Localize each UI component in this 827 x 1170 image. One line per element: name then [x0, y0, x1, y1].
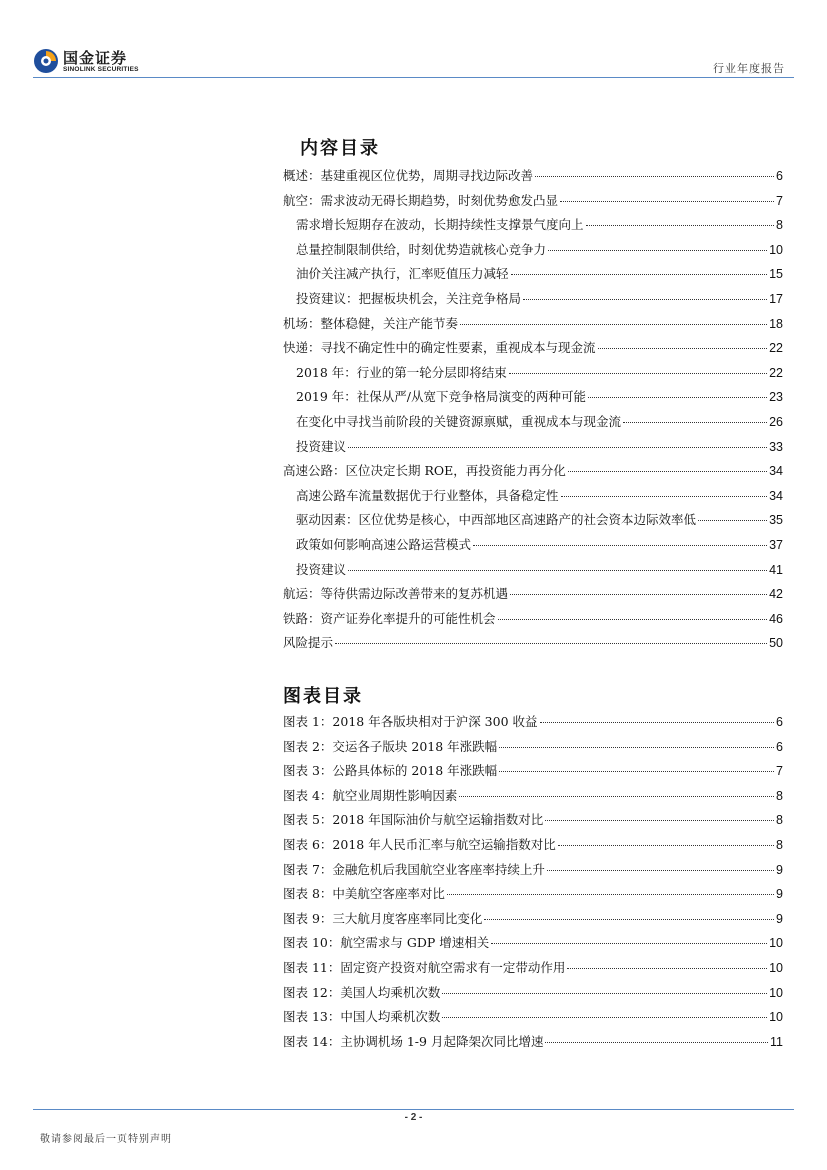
figure-entry-label[interactable]: 图表 1：2018 年各版块相对于沪深 300 收益: [283, 714, 538, 729]
dot-leader: [460, 324, 767, 325]
figure-entry-page[interactable]: 6: [776, 715, 783, 729]
toc-entry[interactable]: [283, 535, 783, 560]
figure-entry-label[interactable]: 图表 9：三大航月度客座率同比变化: [283, 910, 483, 926]
toc-entry-page[interactable]: 18: [769, 316, 783, 331]
toc-entry-page[interactable]: 46: [769, 611, 783, 626]
figure-entry-label[interactable]: 图表 7：金融危机后我国航空业客座率持续上升: [283, 861, 545, 877]
dot-leader: [498, 619, 768, 620]
dot-leader: [473, 545, 767, 546]
figure-entry-label[interactable]: 图表 13：中国人均乘机次数: [283, 1009, 441, 1025]
toc-entry[interactable]: [283, 609, 783, 634]
toc-entry-page[interactable]: 6: [776, 169, 783, 183]
page-header: [0, 0, 827, 80]
toc-entry-label[interactable]: 油价关注减产执行，汇率贬值压力减轻: [296, 266, 509, 282]
figure-entry-page[interactable]: 9: [776, 862, 783, 877]
toc-entry-page[interactable]: 34: [769, 488, 783, 503]
toc-entry[interactable]: [283, 264, 783, 289]
toc-entry[interactable]: [283, 363, 783, 388]
figure-entry[interactable]: [283, 958, 783, 983]
dot-leader: [348, 570, 767, 571]
dot-leader: [698, 520, 767, 521]
toc-entry[interactable]: [283, 412, 783, 437]
figure-entry-label[interactable]: 图表 5：2018 年国际油价与航空运输指数对比: [283, 812, 544, 828]
figure-entry[interactable]: [283, 1032, 783, 1057]
figure-entry-label[interactable]: 图表 4：航空业周期性影响因素: [283, 787, 458, 803]
dot-leader: [586, 225, 775, 226]
toc-entry-page[interactable]: 41: [769, 562, 783, 577]
toc-entry-label[interactable]: 需求增长短期存在波动，长期持续性支撑景气度向上: [296, 217, 584, 233]
figure-entry[interactable]: [283, 884, 783, 909]
dot-leader: [348, 447, 767, 448]
logo-chinese-name: 国金证券: [63, 49, 128, 67]
dot-leader: [484, 919, 774, 920]
toc-entry[interactable]: [283, 314, 783, 339]
dot-leader: [442, 993, 767, 994]
dot-leader: [523, 299, 767, 300]
figure-entry[interactable]: [283, 761, 783, 786]
figure-entry-page[interactable]: 10: [769, 985, 783, 1000]
toc-entry-page[interactable]: 23: [769, 390, 783, 405]
toc-entry-page[interactable]: 8: [776, 218, 783, 233]
dot-leader: [499, 771, 774, 772]
figure-entry[interactable]: [283, 786, 783, 811]
figure-entry-label[interactable]: 图表 6：2018 年人民币汇率与航空运输指数对比: [283, 836, 556, 852]
toc-entry-label[interactable]: 总量控制限制供给，时刻优势造就核心竞争力: [296, 241, 547, 257]
toc-entry[interactable]: [283, 191, 783, 216]
figure-entry-label[interactable]: 图表 11：固定资产投资对航空需求有一定带动作用: [283, 959, 566, 975]
toc-entry-label[interactable]: 高速公路：区位决定长期 ROE，再投资能力再分化: [283, 463, 566, 479]
toc-entry-page[interactable]: 22: [769, 341, 783, 356]
toc-entry-page[interactable]: 35: [769, 513, 783, 528]
toc-entry-page[interactable]: 26: [769, 414, 783, 429]
dot-leader: [558, 845, 774, 846]
toc-entry[interactable]: [283, 633, 783, 658]
page-number: - 2 -: [404, 1112, 423, 1123]
toc-entry-page[interactable]: 37: [769, 537, 783, 552]
figure-entry[interactable]: [283, 737, 783, 762]
figure-entry[interactable]: [283, 983, 783, 1008]
toc-entry[interactable]: [283, 215, 783, 240]
toc-entry-page[interactable]: 42: [769, 587, 783, 602]
contents-list: [283, 166, 783, 658]
toc-entry[interactable]: [283, 166, 783, 191]
figure-entry-page[interactable]: 8: [776, 813, 783, 828]
dot-leader: [459, 796, 774, 797]
toc-entry[interactable]: [283, 289, 783, 314]
toc-entry-label[interactable]: 风险提示: [283, 635, 334, 651]
sinolink-logo-icon: [33, 48, 59, 74]
toc-entry-page[interactable]: 15: [769, 267, 783, 282]
company-logo: [33, 46, 153, 76]
toc-entry[interactable]: [283, 461, 783, 486]
toc-entry-label[interactable]: 航运：等待供需边际改善带来的复苏机遇: [283, 586, 509, 602]
dot-leader: [567, 968, 767, 969]
dot-leader: [545, 820, 774, 821]
toc-entry[interactable]: [283, 510, 783, 535]
toc-entry[interactable]: [283, 584, 783, 609]
toc-entry-label[interactable]: 2019 年：社保从严/从宽下竞争格局演变的两种可能: [296, 389, 586, 405]
toc-entry[interactable]: [283, 387, 783, 412]
figure-entry[interactable]: [283, 860, 783, 885]
figures-title: 图表目录: [283, 686, 363, 707]
toc-entry-label[interactable]: 航空：需求波动无碍长期趋势，时刻优势愈发凸显: [283, 192, 559, 208]
figure-entry[interactable]: [283, 909, 783, 934]
figure-entry-label[interactable]: 图表 10：航空需求与 GDP 增速相关: [283, 935, 490, 951]
toc-entry[interactable]: [283, 240, 783, 265]
toc-entry-page[interactable]: 33: [769, 439, 783, 454]
figure-entry-page[interactable]: 10: [769, 960, 783, 975]
dot-leader: [540, 722, 775, 723]
figure-entry-page[interactable]: 8: [776, 788, 783, 803]
contents-title: 内容目录: [300, 138, 380, 159]
figure-entry-page[interactable]: 10: [769, 1010, 783, 1025]
dot-leader: [509, 373, 767, 374]
report-type: 行业年度报告: [713, 62, 785, 75]
figure-entry-label[interactable]: 图表 12：美国人均乘机次数: [283, 984, 441, 1000]
toc-entry-label[interactable]: 概述：基建重视区位优势，周期寻找边际改善: [283, 168, 534, 183]
toc-entry-page[interactable]: 50: [769, 636, 783, 651]
toc-entry-label[interactable]: 投资建议: [296, 438, 347, 454]
figure-entry[interactable]: [283, 933, 783, 958]
toc-entry[interactable]: [283, 486, 783, 511]
dot-leader: [510, 594, 767, 595]
dot-leader: [535, 176, 774, 177]
dot-leader: [561, 496, 768, 497]
toc-entry-label[interactable]: 驱动因素：区位优势是核心，中西部地区高速路产的社会资本边际效率低: [296, 512, 697, 528]
figure-entry[interactable]: [283, 1007, 783, 1032]
dot-leader: [335, 643, 767, 644]
dot-leader: [598, 348, 768, 349]
footer-divider: [33, 1109, 794, 1110]
dot-leader: [560, 201, 774, 202]
dot-leader: [545, 1042, 768, 1043]
dot-leader: [442, 1017, 767, 1018]
toc-entry-label[interactable]: 快递：寻找不确定性中的确定性要素，重视成本与现金流: [283, 340, 596, 356]
figure-entry-page[interactable]: 8: [776, 837, 783, 852]
figure-entry-page[interactable]: 9: [776, 911, 783, 926]
figure-entry-label[interactable]: 图表 14：主协调机场 1-9 月起降架次同比增速: [283, 1033, 544, 1049]
toc-entry-label[interactable]: 投资建议：把握板块机会，关注竞争格局: [296, 290, 522, 306]
dot-leader: [623, 422, 767, 423]
figure-entry-label[interactable]: 图表 8：中美航空客座率对比: [283, 886, 445, 902]
dot-leader: [499, 747, 774, 748]
logo-english-name: SINOLINK SECURITIES: [63, 66, 139, 73]
figure-entry-label[interactable]: 图表 3：公路具体标的 2018 年涨跌幅: [283, 763, 498, 779]
figure-entry-label[interactable]: 图表 2：交运各子版块 2018 年涨跌幅: [283, 738, 498, 754]
figure-entry[interactable]: [283, 712, 783, 737]
toc-entry-page[interactable]: 34: [769, 464, 783, 479]
figure-entry-page[interactable]: 9: [776, 887, 783, 902]
dot-leader: [447, 894, 774, 895]
toc-entry-label[interactable]: 机场：整体稳健，关注产能节奏: [283, 315, 459, 331]
figure-entry-page[interactable]: 6: [776, 739, 783, 754]
figure-entry[interactable]: [283, 810, 783, 835]
dot-leader: [548, 250, 767, 251]
disclaimer-note: 敬请参阅最后一页特别声明: [40, 1134, 172, 1145]
figures-list: [283, 712, 783, 1056]
toc-entry[interactable]: [283, 338, 783, 363]
toc-entry-page[interactable]: 7: [776, 193, 783, 208]
toc-entry-label[interactable]: 2018 年：行业的第一轮分层即将结束: [296, 364, 507, 380]
figure-entry-page[interactable]: 11: [770, 1034, 783, 1049]
header-divider: [33, 77, 794, 78]
dot-leader: [568, 471, 767, 472]
figure-entry-page[interactable]: 7: [776, 764, 783, 779]
toc-entry-page[interactable]: 10: [769, 242, 783, 257]
toc-entry[interactable]: [283, 437, 783, 462]
toc-entry-label[interactable]: 高速公路车流量数据优于行业整体，具备稳定性: [296, 487, 559, 503]
figure-entry[interactable]: [283, 835, 783, 860]
dot-leader: [588, 397, 767, 398]
figure-entry-page[interactable]: 10: [769, 936, 783, 951]
toc-entry-label[interactable]: 政策如何影响高速公路运营模式: [296, 536, 472, 552]
dot-leader: [547, 870, 774, 871]
toc-entry-page[interactable]: 17: [769, 291, 783, 306]
dot-leader: [511, 274, 768, 275]
toc-entry[interactable]: [283, 560, 783, 585]
dot-leader: [491, 943, 767, 944]
toc-entry-label[interactable]: 铁路：资产证券化率提升的可能性机会: [283, 610, 496, 626]
toc-entry-page[interactable]: 22: [769, 365, 783, 380]
toc-entry-label[interactable]: 投资建议: [296, 561, 347, 577]
toc-entry-label[interactable]: 在变化中寻找当前阶段的关键资源禀赋，重视成本与现金流: [296, 413, 622, 429]
